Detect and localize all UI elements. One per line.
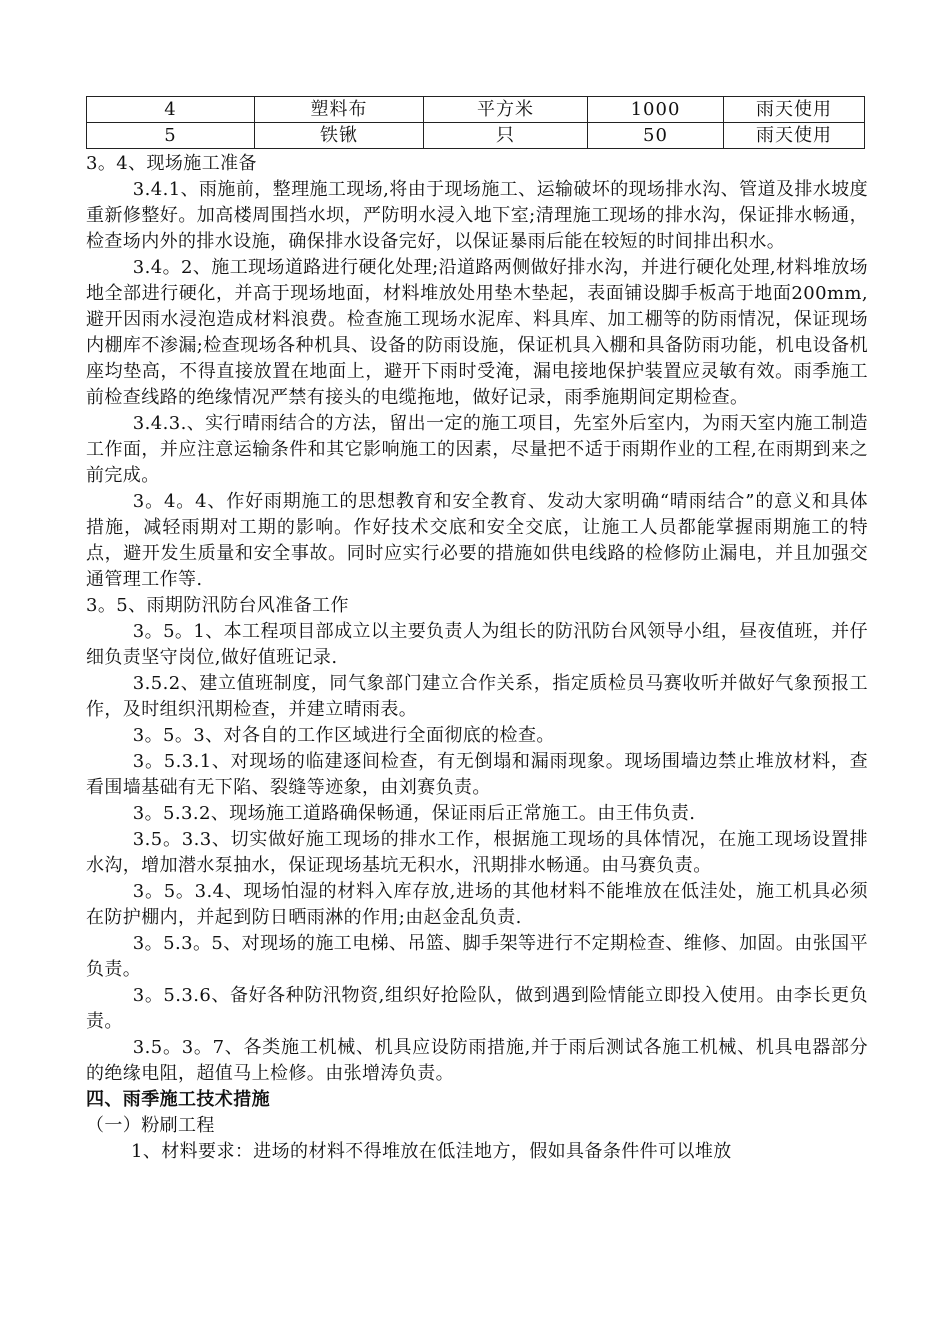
table-cell: 只 (424, 123, 588, 149)
table-cell: 平方米 (424, 97, 588, 123)
body-paragraph: 3。5.3。5、对现场的施工电梯、吊篮、脚手架等进行不定期检查、维修、加固。由张国平负责。 (86, 933, 868, 980)
section-heading: 3。4、现场施工准备 (86, 153, 257, 174)
section-heading: （一）粉刷工程 (86, 1115, 215, 1136)
materials-table (86, 96, 865, 149)
body-paragraph: 3。5.3.6、备好各种防汛物资,组织好抢险队，做到遇到险情能立即投入使用。由李长更负责。 (86, 985, 868, 1032)
body-paragraph: 3。5。3、对各自的工作区域进行全面彻底的检查。 (132, 725, 555, 746)
document-body (86, 151, 868, 1165)
body-paragraph: 3。5。1、本工程项目部成立以主要负责人为组长的防汛防台风领导小组，昼夜值班，并仔细负责坚守岗位,做好值班记录. (86, 621, 868, 668)
body-paragraph: 3。5.3.2、现场施工道路确保畅通，保证雨后正常施工。由王伟负责. (132, 803, 696, 824)
body-paragraph: 3.5.2、建立值班制度，同气象部门建立合作关系，指定质检员马赛收听并做好气象预报工作，及时组织汛期检查，并建立晴雨表。 (86, 673, 868, 720)
body-paragraph: 3.5。3。7、各类施工机械、机具应设防雨措施,并于雨后测试各施工机械、机具电器部分的绝缘电阻，超值马上检修。由张增涛负责。 (86, 1037, 868, 1084)
table-row (87, 97, 865, 123)
table-cell: 雨天使用 (724, 123, 865, 149)
table-cell: 雨天使用 (724, 97, 865, 123)
body-paragraph: 3.4。2、施工现场道路进行硬化处理;沿道路两侧做好排水沟，并进行硬化处理,材料堆放场地全部进行硬化，并高于现场地面，材料堆放处用垫木垫起，表面铺设脚手板高于地面200mm,避开因雨水浸泡造成材料浪费。检查施工现场水泥库、料具库、加工棚等的防雨情况，保证现场内棚库不渗漏;检查现场各种机具、设备的防雨设施，保证机具入棚和具备防雨功能，机电设备机座均垫高，不得直接放置在地面上，避开下雨时受淹，漏电接地保护装置应灵敏有效。雨季施工前检查线路的绝缘情况严禁有接头的电缆拖地，做好记录，雨季施期间定期检查。 (86, 257, 868, 408)
table-cell: 50 (588, 123, 724, 149)
table-row (87, 123, 865, 149)
table-cell: 塑料布 (255, 97, 424, 123)
table-cell: 5 (87, 123, 255, 149)
chapter-heading: 四、雨季施工技术措施 (86, 1089, 270, 1110)
table-cell: 1000 (588, 97, 724, 123)
table-cell: 4 (87, 97, 255, 123)
document-page (86, 96, 868, 1165)
body-paragraph: 3。5.3.1、对现场的临建逐间检查，有无倒塌和漏雨现象。现场围墙边禁止堆放材料，查看围墙基础有无下陷、裂缝等迹象，由刘赛负责。 (86, 751, 868, 798)
body-paragraph: 3.5。3.3、切实做好施工现场的排水工作，根据施工现场的具体情况，在施工现场设置排水沟，增加潜水泵抽水，保证现场基坑无积水，汛期排水畅通。由马赛负责。 (86, 829, 868, 876)
body-paragraph: 3.4.3.、实行晴雨结合的方法，留出一定的施工项目，先室外后室内，为雨天室内施工制造工作面，并应注意运输条件和其它影响施工的因素，尽量把不适于雨期作业的工程,在雨期到来之前完成。 (86, 413, 868, 486)
body-paragraph: 1、材料要求：进场的材料不得堆放在低洼地方，假如具备条件件可以堆放 (131, 1141, 732, 1162)
body-paragraph: 3。4。4、作好雨期施工的思想教育和安全教育、发动大家明确“晴雨结合”的意义和具体措施，减轻雨期对工期的影响。作好技术交底和安全交底，让施工人员都能掌握雨期施工的特点，避开发生质量和安全事故。同时应实行必要的措施如供电线路的检修防止漏电，并且加强交通管理工作等. (86, 491, 868, 590)
section-heading: 3。5、雨期防汛防台风准备工作 (86, 595, 349, 616)
body-paragraph: 3.4.1、雨施前，整理施工现场,将由于现场施工、运输破坏的现场排水沟、管道及排水坡度重新修整好。加高楼周围挡水坝，严防明水浸入地下室;清理施工现场的排水沟，保证排水畅通，检查场内外的排水设施，确保排水设备完好，以保证暴雨后能在较短的时间排出积水。 (86, 179, 868, 252)
table-cell: 铁锹 (255, 123, 424, 149)
body-paragraph: 3。5。3.4、现场怕湿的材料入库存放,进场的其他材料不能堆放在低洼处，施工机具必须在防护棚内，并起到防日晒雨淋的作用;由赵金乱负责. (86, 881, 868, 928)
